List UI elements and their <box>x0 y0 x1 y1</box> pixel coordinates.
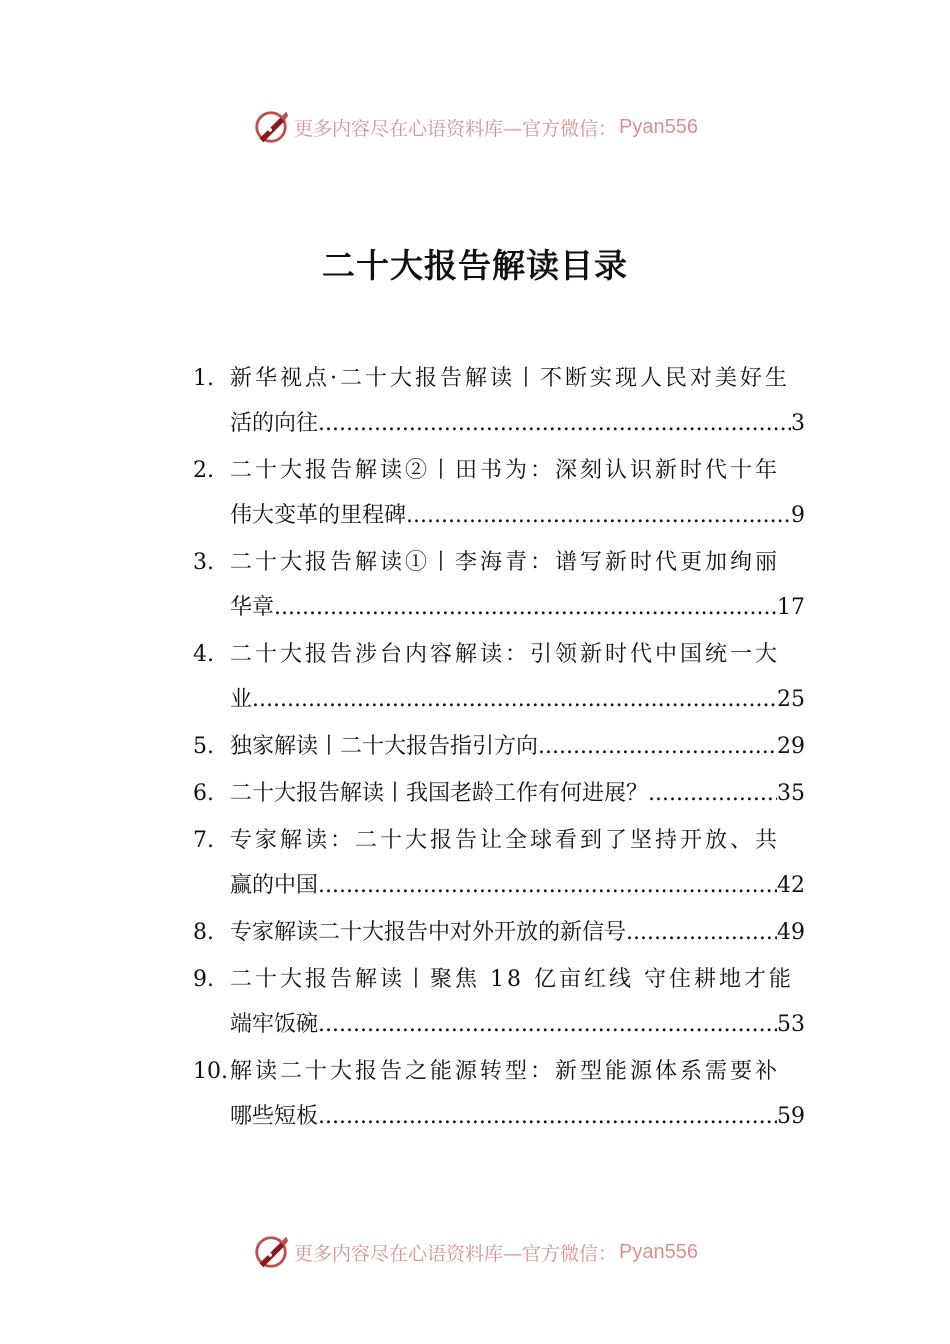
banner-wechat-id: Pyan556 <box>619 115 698 138</box>
toc-entry-title-line: 二十大报告解读②丨田书为：深刻认识新时代十年 <box>230 458 781 483</box>
document-title: 二十大报告解读目录 <box>322 246 628 285</box>
toc-page-number: 9 <box>791 503 805 528</box>
toc-page-number: 49 <box>777 920 805 945</box>
toc-entry[interactable] <box>193 1049 805 1139</box>
banner-text: 更多内容尽在心语资料库—官方微信： <box>294 117 618 140</box>
toc-entry-number: 8. <box>193 920 214 945</box>
toc-entry-number: 3. <box>193 550 214 575</box>
toc-entry-number: 4. <box>193 642 214 667</box>
toc-entry-title-tail: 活的向往 <box>230 411 319 436</box>
toc-entry[interactable] <box>193 957 805 1047</box>
toc-page-number: 35 <box>777 781 805 806</box>
toc-dot-leader <box>318 1094 777 1139</box>
toc-entry-number: 1. <box>193 366 214 391</box>
toc-page-number: 29 <box>777 734 805 759</box>
toc-entry-title-tail: 端牢饭碗 <box>230 1012 319 1037</box>
header-banner <box>0 107 950 147</box>
toc-entry[interactable] <box>193 540 805 630</box>
toc-dot-leader <box>626 910 777 955</box>
toc-entry-number: 2. <box>193 458 214 483</box>
toc-page-number: 53 <box>777 1012 805 1037</box>
toc-entry-title-line: 二十大报告解读丨聚焦 18 亿亩红线 守住耕地才能 <box>230 967 794 992</box>
toc-entry[interactable] <box>193 448 805 538</box>
toc-dot-leader <box>318 1002 777 1047</box>
toc-dot-leader <box>648 771 777 816</box>
toc-entry-title-tail: 哪些短板 <box>230 1104 319 1129</box>
toc-entry-title-line: 二十大报告解读①丨李海青：谱写新时代更加绚丽 <box>230 550 781 575</box>
toc-entry-title-tail: 业 <box>230 687 253 712</box>
toc-entry-number: 7. <box>193 828 214 853</box>
toc-dot-leader <box>252 677 777 722</box>
pen-logo-icon <box>252 1233 290 1271</box>
toc-page-number: 25 <box>777 687 805 712</box>
toc-entry[interactable] <box>193 818 805 908</box>
toc-entry-title-line: 专家解读：二十大报告让全球看到了坚持开放、共 <box>230 828 781 853</box>
toc-dot-leader <box>318 401 791 446</box>
toc-entry[interactable] <box>193 632 805 722</box>
toc-page-number: 17 <box>777 595 805 620</box>
footer-banner <box>0 1232 950 1272</box>
toc-entry[interactable] <box>193 724 805 769</box>
toc-dot-leader <box>318 863 777 908</box>
toc-dot-leader <box>406 493 791 538</box>
toc-entry[interactable] <box>193 771 805 816</box>
toc-dot-leader <box>538 724 777 769</box>
toc-entry-number: 9. <box>193 967 214 992</box>
toc-entry-title-line: 解读二十大报告之能源转型：新型能源体系需要补 <box>230 1059 781 1084</box>
toc-entry-title-tail: 二十大报告解读丨我国老龄工作有何进展？ <box>230 781 649 806</box>
toc-entry[interactable] <box>193 356 805 446</box>
toc-entry-title-line: 新华视点·二十大报告解读丨不断实现人民对美好生 <box>230 366 790 391</box>
toc-entry-title-tail: 独家解读丨二十大报告指引方向 <box>230 734 539 759</box>
table-of-contents <box>193 356 805 1141</box>
toc-page-number: 42 <box>777 873 805 898</box>
toc-entry[interactable] <box>193 910 805 955</box>
toc-page-number: 59 <box>777 1104 805 1129</box>
toc-entry-title-tail: 专家解读二十大报告中对外开放的新信号 <box>230 920 627 945</box>
toc-page-number: 3 <box>791 411 805 436</box>
toc-entry-number: 10. <box>193 1059 228 1084</box>
pen-logo-icon <box>252 108 290 146</box>
toc-entry-number: 6. <box>193 781 214 806</box>
toc-entry-number: 5. <box>193 734 214 759</box>
banner-text: 更多内容尽在心语资料库—官方微信： <box>294 1242 618 1265</box>
banner-wechat-id: Pyan556 <box>619 1240 698 1263</box>
toc-entry-title-tail: 伟大变革的里程碑 <box>230 503 407 528</box>
toc-entry-title-line: 二十大报告涉台内容解读：引领新时代中国统一大 <box>230 642 781 667</box>
toc-dot-leader <box>274 585 777 630</box>
toc-entry-title-tail: 华章 <box>230 595 275 620</box>
toc-entry-title-tail: 赢的中国 <box>230 873 319 898</box>
